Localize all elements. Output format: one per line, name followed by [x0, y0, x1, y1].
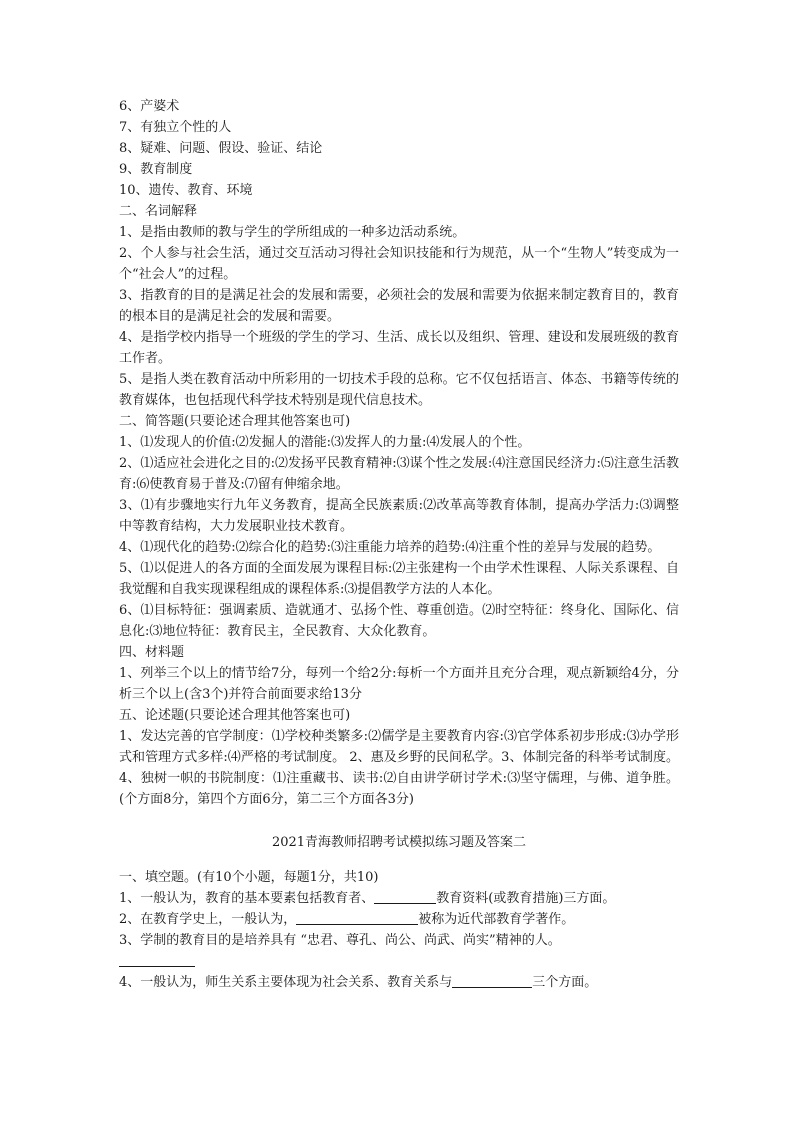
essay-answer: 1、发达完善的官学制度：⑴学校种类繁多:⑵儒学是主要教育内容:⑶官学体系初步形成:⑶办学形式和管理方式多样:⑷严格的考试制度。 2、惠及乡野的民间私学。3、体制完备的科举考试制度。4、独树一帜的书院制度：⑴注重藏书、读书:⑵自由讲学研讨学术:⑶坚守儒理，与佛、道争胜。(个方面8分，第四个方面6分，第二三个方面各3分): [119, 729, 679, 807]
answer-line: 10、遗传、教育、环境: [119, 183, 253, 198]
doc2-title: 2021青海教师招聘考试模拟练习题及答案二: [271, 835, 527, 850]
short-answer: 5、⑴以促进人的各方面的全面发展为课程目标:⑵主张建构一个由学术性课程、人际关系课程、自我觉醒和自我实现课程组成的课程体系:⑶提倡教学方法的人本化。: [119, 561, 679, 597]
term-answer: 3、指教育的目的是满足社会的发展和需要，必须社会的发展和需要为依据来制定教育目的，教育的根本目的是满足社会的发展和需要。: [119, 288, 679, 324]
material-answer: 1、列举三个以上的情节给7分，每列一个给2分:每析一个方面并且充分合理，观点新颖给4分，分析三个以上(含3个)并符合前面要求给13分: [119, 666, 679, 702]
section-heading-essay: 五、论述题(只要论述合理其他答案也可): [119, 708, 351, 723]
fill-question-3: 3、学制的教育目的是培养具有 “忠君、尊孔、尚公、尚武、尚实”精神的人。: [119, 933, 561, 948]
answer-blank: [296, 910, 418, 925]
question-text: 4、一般认为，师生关系主要体现为社会关系、教育关系与: [119, 975, 453, 990]
term-answer: 2、个人参与社会生活，通过交互活动习得社会知识技能和行为规范，从一个“生物人”转变成为一个“社会人”的过程。: [119, 246, 679, 282]
section-heading-material: 四、材料题: [119, 645, 185, 660]
short-answer: 6、⑴目标特征：强调素质、造就通才、弘扬个性、尊重创造。⑵时空特征：终身化、国际化、信息化:⑶地位特征：教育民主，全民教育、大众化教育。: [119, 603, 679, 639]
answer-blank: [119, 952, 195, 967]
short-answer: 2、⑴适应社会进化之目的:⑵发扬平民教育精神:⑶谋个性之发展:⑷注意国民经济力:⑸注意生活教育:⑹使教育易于普及:⑺留有伸缩余地。: [119, 456, 679, 492]
fill-question-1: [119, 888, 679, 909]
short-answer: 3、⑴有步骤地实行九年义务教育，提高全民族素质:⑵改革高等教育体制，提高办学活力:⑶调整中等教育结构，大力发展职业技术教育。: [119, 498, 679, 534]
term-answer: 4、是指学校内指导一个班级的学生的学习、生活、成长以及组织、管理、建设和发展班级的教育工作者。: [119, 330, 679, 366]
short-answer: 4、⑴现代化的趋势:⑵综合化的趋势:⑶注重能力培养的趋势:⑷注重个性的差异与发展的趋势。: [119, 540, 661, 555]
answer-line: 9、教育制度: [119, 162, 193, 177]
question-text: 被称为近代部教育学著作。: [418, 912, 575, 927]
answer-blank: [452, 973, 532, 988]
fill-question-4: [119, 972, 679, 993]
term-answer: 5、是指人类在教育活动中所彩用的一切技术手段的总称。它不仅包括语言、体态、书籍等传统的教育媒体，也包括现代科学技术特别是现代信息技术。: [119, 372, 679, 408]
answer-blank: [374, 889, 436, 904]
document-body: [119, 96, 679, 993]
answer-line: 6、产婆术: [119, 99, 180, 114]
term-answer: 1、是指由教师的教与学生的学所组成的一种多边活动系统。: [119, 225, 466, 240]
answer-line: 8、疑难、问题、假设、验证、结论: [119, 141, 323, 156]
fill-question-3-blank-row: [119, 951, 679, 972]
short-answer: 1、⑴发现人的价值:⑵发掘人的潜能:⑶发挥人的力量:⑷发展人的个性。: [119, 435, 531, 450]
doc2-section-heading: 一、填空题。(有10个小题，每题1分，共10): [119, 870, 379, 885]
fill-question-2: [119, 909, 679, 930]
question-text: 1、一般认为，教育的基本要素包括教育者、: [119, 891, 375, 906]
question-text: 教育资料(或教育措施)三方面。: [436, 891, 616, 906]
section-heading-terms: 二、名词解释: [119, 204, 198, 219]
section-heading-short: 二、简答题(只要论述合理其他答案也可): [119, 414, 351, 429]
question-text: 三个方面。: [532, 975, 598, 990]
answer-line: 7、有独立个性的人: [119, 120, 232, 135]
question-text: 2、在教育学史上，一般认为，: [119, 912, 297, 927]
